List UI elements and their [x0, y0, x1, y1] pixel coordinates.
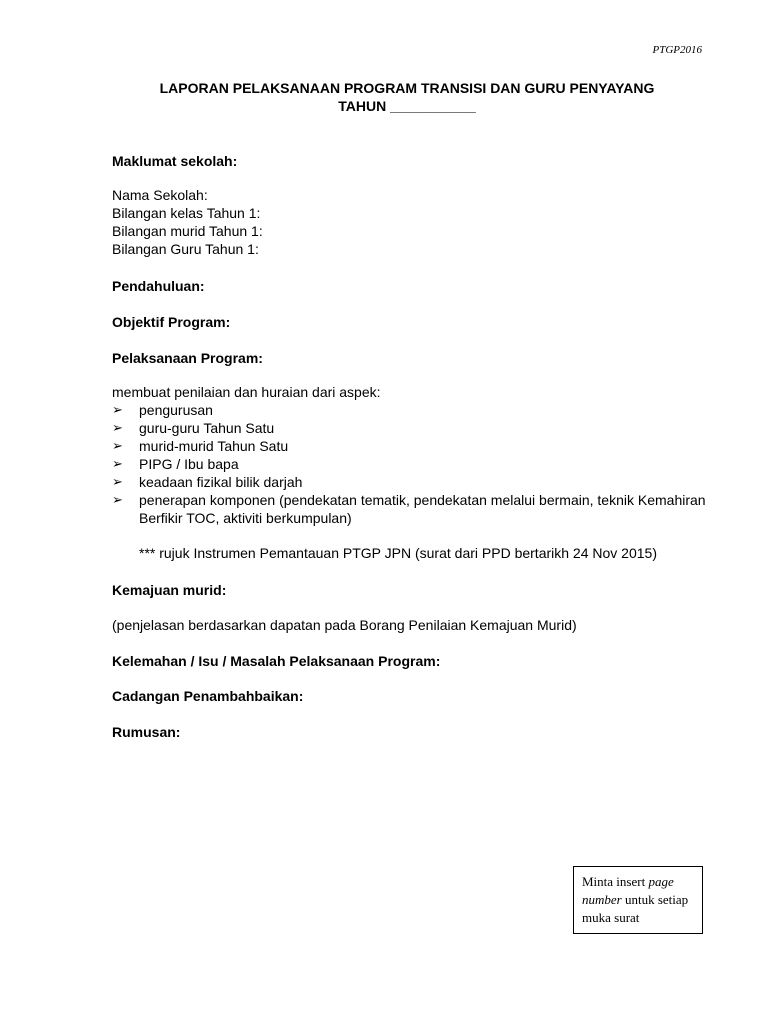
arrow-bullet-icon: ➢: [112, 474, 123, 489]
pelaksanaan-intro: membuat penilaian dan huraian dari aspek:: [112, 384, 381, 400]
arrow-bullet-icon: ➢: [112, 438, 123, 453]
aspek-list: [112, 401, 712, 527]
arrow-bullet-icon: ➢: [112, 402, 123, 417]
document-title: [112, 79, 702, 115]
field-bilangan-kelas: Bilangan kelas Tahun 1:: [112, 205, 261, 221]
list-item: ➢ keadaan fizikal bilik darjah: [112, 474, 303, 490]
kelemahan-heading: Kelemahan / Isu / Masalah Pelaksanaan Program:: [112, 653, 441, 669]
list-item: ➢ pengurusan: [112, 402, 213, 418]
title-line-2: TAHUN ___________: [338, 98, 476, 114]
document-code: PTGP2016: [652, 44, 702, 56]
kemajuan-text: (penjelasan berdasarkan dapatan pada Borang Penilaian Kemajuan Murid): [112, 617, 577, 633]
school-info-fields: [112, 186, 712, 258]
title-line-1: LAPORAN PELAKSANAAN PROGRAM TRANSISI DAN GURU PENYAYANG: [159, 80, 655, 96]
arrow-bullet-icon: ➢: [112, 456, 123, 471]
kemajuan-heading: Kemajuan murid:: [112, 582, 227, 598]
arrow-bullet-icon: ➢: [112, 492, 123, 507]
rumusan-heading: Rumusan:: [112, 724, 181, 740]
maklumat-heading: Maklumat sekolah:: [112, 153, 238, 169]
list-item: ➢ guru-guru Tahun Satu: [112, 420, 275, 436]
rujukan-note: *** rujuk Instrumen Pemantauan PTGP JPN (surat dari PPD bertarikh 24 Nov 2015): [139, 545, 657, 561]
instruction-note-box: Minta insert page number untuk setiap muka surat: [573, 866, 703, 934]
arrow-bullet-icon: ➢: [112, 420, 123, 435]
list-item: ➢ penerapan komponen (pendekatan tematik, pendekatan melalui bermain, teknik Kemahiran Berfikir TOC, aktiviti berkumpulan): [112, 492, 706, 526]
list-item: ➢ murid-murid Tahun Satu: [112, 438, 289, 454]
pelaksanaan-body: [112, 383, 712, 527]
pendahuluan-heading: Pendahuluan:: [112, 278, 205, 294]
field-bilangan-murid: Bilangan murid Tahun 1:: [112, 223, 263, 239]
cadangan-heading: Cadangan Penambahbaikan:: [112, 688, 304, 704]
field-nama-sekolah: Nama Sekolah:: [112, 187, 208, 203]
field-bilangan-guru: Bilangan Guru Tahun 1:: [112, 241, 259, 257]
list-item: ➢ PIPG / Ibu bapa: [112, 456, 239, 472]
pelaksanaan-heading: Pelaksanaan Program:: [112, 350, 263, 366]
objektif-heading: Objektif Program:: [112, 314, 231, 330]
